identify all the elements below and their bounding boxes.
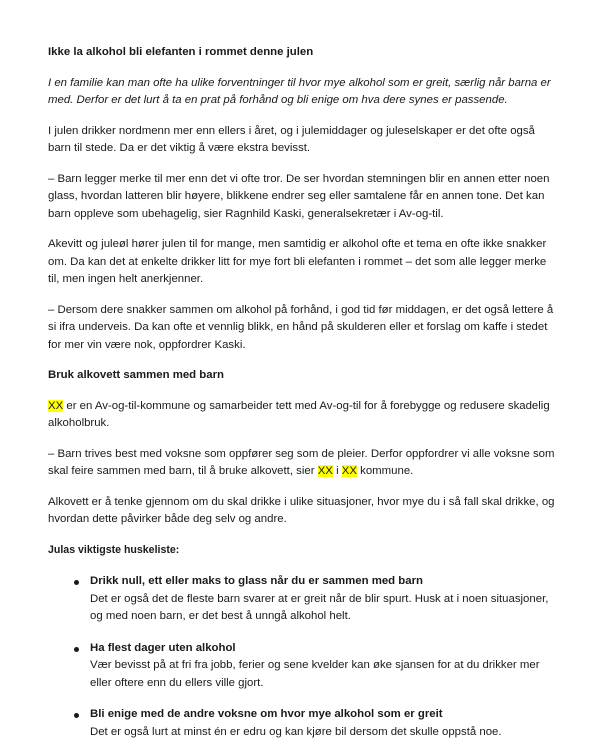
quote-paragraph <box>48 446 560 481</box>
municipality-paragraph <box>48 398 560 433</box>
paragraph-text: kommune. <box>357 465 413 477</box>
bullet-icon <box>74 713 79 718</box>
checklist-item-title: Ha flest dager uten alkohol <box>90 640 560 658</box>
checklist-item <box>74 640 560 693</box>
checklist-title: Julas viktigste huskeliste: <box>48 542 560 560</box>
checklist-item <box>74 573 560 626</box>
body-paragraph: Akevitt og juleøl hører julen til for mange, men samtidig er alkohol ofte et tema en ofte ikke snakker om. Da kan det at enkelte drikker litt for mye fort bli elefanten i rommet – det som alle legger merke til, men ingen helt anerkjenner. <box>48 236 560 289</box>
body-paragraph: Alkovett er å tenke gjennom om du skal drikke i ulike situasjoner, hvor mye du i så fall skal drikke, og hvordan dette påvirker både deg selv og andre. <box>48 494 560 529</box>
checklist-item-text: Det er også det de fleste barn svarer at er greit når de blir spurt. Husk at i noen situasjoner, og med noen barn, er det best å unngå alkohol helt. <box>90 591 560 626</box>
bullet-icon <box>74 580 79 585</box>
checklist-item-title: Bli enige med de andre voksne om hvor mye alkohol som er greit <box>90 706 560 724</box>
checklist-item-title: Drikk null, ett eller maks to glass når du er sammen med barn <box>90 573 560 591</box>
quote-paragraph: – Barn legger merke til mer enn det vi ofte tror. De ser hvordan stemningen blir en annen etter noen glass, hvordan latteren blir høyere, blikkene endrer seg eller samtalene får en annen tone. Det kan barn oppleve som ubehagelig, sier Ragnhild Kaski, generalsekretær i Av-og-til. <box>48 171 560 224</box>
lead-paragraph: I en familie kan man ofte ha ulike forventninger til hvor mye alkohol som er greit, særlig når barna er med. Derfor er det lurt å ta en prat på forhånd og bli enige om hva dere synes er passende. <box>48 75 560 110</box>
placeholder-highlight: XX <box>48 400 63 412</box>
checklist-item <box>74 706 560 741</box>
paragraph-text: – Barn trives best med voksne som oppfører seg som de pleier. Derfor oppfordrer vi alle voksne som skal feire sammen med barn, til å bruke alkovett, sier <box>48 448 554 478</box>
paragraph-text: i <box>333 465 342 477</box>
placeholder-highlight: XX <box>318 465 333 477</box>
placeholder-highlight: XX <box>342 465 357 477</box>
checklist-item-text: Vær bevisst på at fri fra jobb, ferier og sene kvelder kan øke sjansen for at du drikker mer eller oftere enn du ellers ville gjort. <box>90 657 560 692</box>
bullet-icon <box>74 647 79 652</box>
paragraph-text: er en Av-og-til-kommune og samarbeider tett med Av-og-til for å forebygge og redusere skadelig alkoholbruk. <box>48 400 550 430</box>
body-paragraph: I julen drikker nordmenn mer enn ellers i året, og i julemiddager og juleselskaper er det ofte også barn til stede. Da er det viktig å være ekstra bevisst. <box>48 123 560 158</box>
section-heading: Bruk alkovett sammen med barn <box>48 367 560 385</box>
document-title: Ikke la alkohol bli elefanten i rommet denne julen <box>48 44 560 62</box>
quote-paragraph: – Dersom dere snakker sammen om alkohol på forhånd, i god tid før middagen, er det også lettere å si ifra underveis. Da kan ofte et vennlig blikk, en hånd på skulderen eller et forslag om kaffe i stedet for mer vin være nok, oppfordrer Kaski. <box>48 302 560 355</box>
checklist-item-text: Det er også lurt at minst én er edru og kan kjøre bil dersom det skulle oppstå noe. <box>90 724 560 741</box>
checklist <box>48 573 560 741</box>
